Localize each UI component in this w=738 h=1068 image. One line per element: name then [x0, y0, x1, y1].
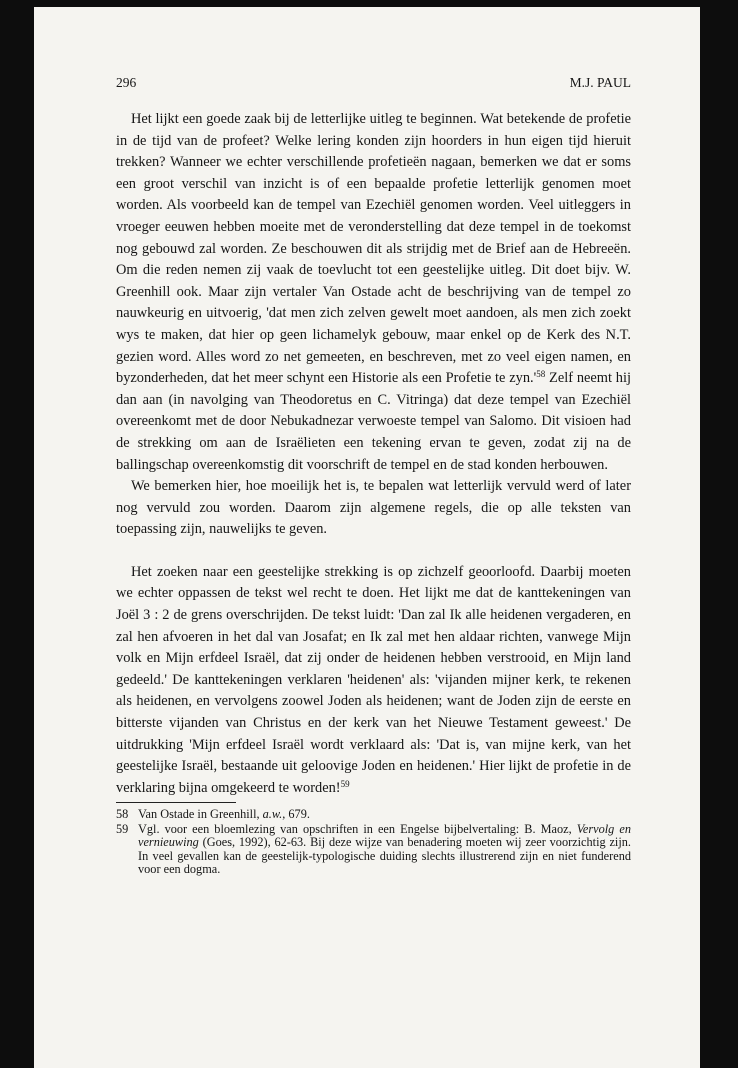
footnote-italic: Vervolg en vernieuwing — [138, 821, 631, 850]
footnote-number: 58 — [116, 807, 129, 822]
paragraph-3 — [116, 562, 631, 800]
footnote-text-after: (Goes, 1992), 62-63. Bij deze wijze van benadering moeten wij zeer voorzichtig zijn. In veel gevallen kan de geestelijk-typologische duiding slechts illustrerend zijn en niet funderend voor een dogma. — [138, 835, 631, 877]
footnote-59 — [116, 823, 631, 877]
footnote-text-before: Van Ostade in Greenhill, — [138, 807, 263, 822]
body-text — [116, 109, 631, 799]
footnote-ref-58: 58 — [536, 369, 546, 380]
footnotes — [116, 808, 631, 876]
running-header — [116, 75, 631, 93]
footnote-italic: a.w. — [262, 807, 283, 822]
page-content — [116, 75, 631, 877]
paragraph-1 — [116, 109, 631, 476]
footnote-number: 59 — [116, 821, 129, 836]
page-number: 296 — [116, 75, 137, 90]
footnote-text — [138, 808, 631, 821]
paragraph-1-text: Het lijkt een goede zaak bij de letterlijke uitleg te beginnen. Wat betekende de profetie in de tijd van de profeet? Welke lering konden zijn hoorders in hun eigen tijd hieruit trekken? Wanneer we echter verschillende profetieën nagaan, bemerken we dat er soms een groot verschil van inzicht is of een bepaalde profetie letterlijk genomen moet worden. Als voorbeeld kan de tempel van Ezechiël genomen worden. Veel uitleggers in vroeger eeuwen hebben moeite met de veronderstelling dat deze tempel in de toekomst nog gebouwd zal worden. Ze beschouwen dit als strijdig met de Brief aan de Hebreeën. Om die reden nemen zij vaak de toevlucht tot een geestelijke uitleg. Dit doet bijv. W. Greenhill ook. Maar zijn vertaler Van Ostade acht de beschrijving van de tempel zo nauwkeurig en uitvoerig, 'dat men zich zelven gewelt moet aandoen, als men zich zoekt wys te maken, dat hier op geen lichamelyk gebouw, maar enkel op de Kerk des N.T. gezien word. Alles word zo net gemeeten, en beschreven, met zo veel eigen namen, en byzonderheden, dat het meer schynt een Historie als een Profetie te zyn.' — [116, 111, 631, 387]
footnote-58 — [116, 808, 631, 821]
paragraph-1-text-after: Zelf neemt hij dan aan (in navolging van Theodoretus en C. Vitringa) dat deze tempel van Ezechiël overeenkomt met de door Nebukadnezar verwoeste tempel van Salomo. Dit visioen had de strekking om aan de Israëlieten een tekening ervan te geven, zodat zij na de ballingschap overeenkomstig dit voorschrift de tempel en de stad konden herbouwen. — [116, 370, 631, 473]
footnote-ref-59: 59 — [340, 778, 350, 789]
paragraph-3-text: Het zoeken naar een geestelijke strekking is op zichzelf geoorloofd. Daarbij moeten we echter oppassen de tekst wel recht te doen. Het lijkt me dat de kanttekeningen van Joël 3 : 2 de grens overschrijden. De tekst luidt: 'Dan zal Ik alle heidenen vergaderen, en zal hen afvoeren in het dal van Josafat; en Ik zal met hen aldaar richten, vanwege Mijn volk en Mijn erfdeel Israël, dat zij onder de heidenen hebben verstrooid, en Mijn land gedeeld.' De kanttekeningen verklaren 'heidenen' als: 'vijanden mijner kerk, te rekenen als heidenen, en vervolgens zoowel Joden als heidenen; want de Joden zijn de eerste en bitterste vijanden van Christus en der kerk van het Nieuwe Testament geweest.' De uitdrukking 'Mijn erfdeel Israël wordt verklaard als: 'Dat is, van mijne kerk, van het geestelijke Israël, bestaande uit geloovige Joden en heidenen.' Hier lijkt de profetie in de verklaring bijna omgekeerd te worden! — [116, 563, 631, 796]
paragraph-2: We bemerken hier, hoe moeilijk het is, te bepalen wat letterlijk vervuld werd of later nog vervuld zou worden. Daarom zijn algemene regels, die op alle teksten van toepassing zijn, nauwelijks te geven. — [116, 478, 631, 538]
footnote-text-after: , 679. — [282, 807, 310, 822]
running-head-author: M.J. PAUL — [569, 75, 631, 90]
scanned-page — [34, 7, 700, 1068]
footnote-separator — [116, 802, 236, 803]
footnote-text — [138, 823, 631, 877]
footnote-text-before: Vgl. voor een bloemlezing van opschriften in een Engelse bijbelvertaling: B. Maoz, — [138, 821, 577, 836]
